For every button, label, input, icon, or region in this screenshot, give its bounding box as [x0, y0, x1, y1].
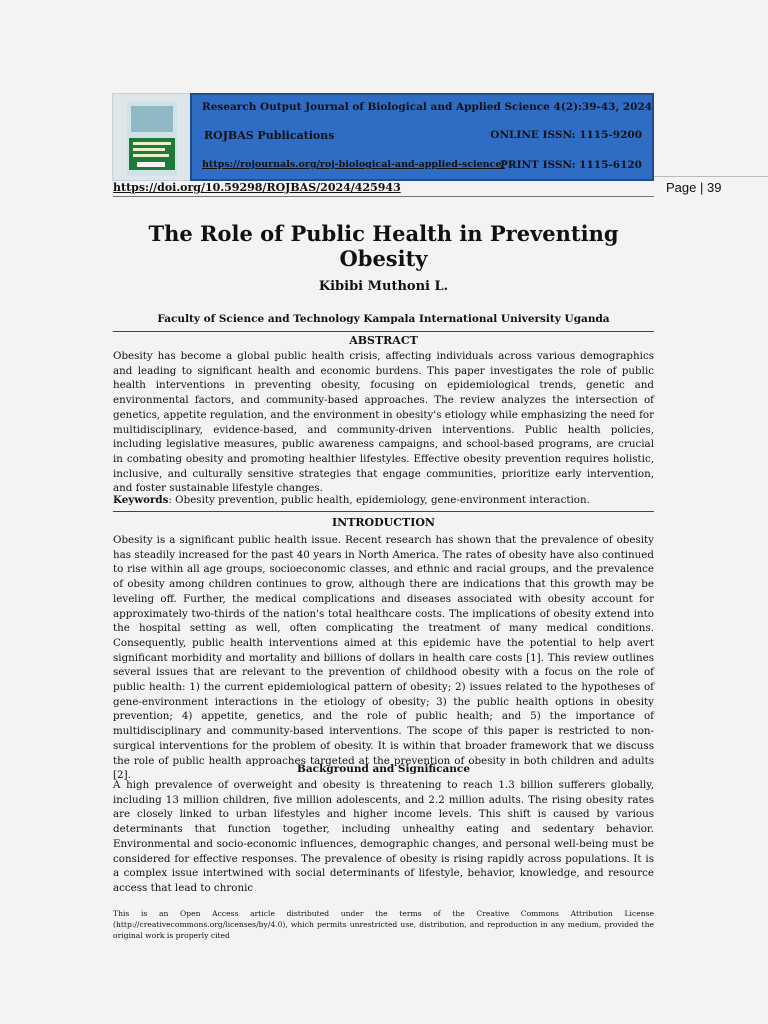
author-affiliation: Faculty of Science and Technology Kampala International University Uganda — [157, 313, 610, 325]
header-rule-right — [654, 176, 768, 177]
author-name: Kibibi Muthoni L. — [318, 279, 449, 294]
journal-url-link[interactable]: https://rojournals.org/roj-biological-and-applied-science/ — [202, 159, 505, 170]
abstract-top-rule — [113, 331, 654, 332]
journal-title: Research Output Journal of Biological and Applied Science 4(2):39-43, 2024 — [202, 101, 653, 113]
online-issn: ONLINE ISSN: 1115-9200 — [490, 129, 642, 141]
abstract-text: Obesity has become a global public health crisis, affecting individuals across various demographics and leading to significant health and economic burdens. This paper investigates the role of public health interventions in preventing obesity, focusing on epidemiological trends, genetic and environmental factors, and community-based approaches. The review analyzes the intersection of genetics, appetite regulation, and the environment in obesity's etiology while emphasizing the need for multidisciplinary, evidence-based, and community-driven interventions. Public health policies, including legislative measures, public awareness campaigns, and school-based programs, are crucial in combating obesity and promoting healthier lifestyles. Effective obesity prevention requires holistic, inclusive, and culturally sensitive strategies that engage communities, prioritize early intervention, and foster sustainable lifestyle changes. — [113, 350, 654, 495]
abstract-bottom-rule — [113, 511, 654, 512]
introduction-text: Obesity is a significant public health issue. Recent research has shown that the prevalence of obesity has steadily increased for the past 40 years in North America. The rates of obesity have also continued to rise within all age groups, socioeconomic classes, and ethnic and racial groups, and the prevalence of obesity among children continues to grow, although there are indications that this growth may be leveling off. Further, the medical complications and diseases associated with obesity account for approximately two-thirds of the nation's total healthcare costs. The implications of obesity extend into the hospital setting as well, often complicating the treatment of many medical conditions. Consequently, public health interventions aimed at this epidemic have the potential to help avert significant morbidity and mortality and billions of dollars in health care costs [1]. This review outlines several issues that are relevant to the prevention of childhood obesity with a focus on the role of public health: 1) the current epidemiological pattern of obesity; 2) issues related to the hypotheses of gene-environment interactions in the etiology of obesity; 3) the public health options in obesity prevention; 4) appetite, genetics, and the role of public health; and 5) the importance of multidisciplinary and community-based interventions. The scope of this paper is restricted to non-surgical interventions for the problem of obesity. It is within that broader framework that we discuss the role of public health approaches targeted at the prevention of obesity in both children and adults [2]. — [113, 534, 654, 782]
journal-banner — [112, 93, 654, 181]
abstract-heading: ABSTRACT — [349, 334, 418, 347]
doi-divider — [113, 196, 654, 197]
keywords-label: Keywords — [113, 494, 169, 506]
journal-info-box — [190, 93, 654, 181]
publisher-name: ROJBAS Publications — [204, 129, 335, 142]
background-heading: Background and Significance — [297, 763, 470, 775]
keywords-text: : Obesity prevention, public health, epidemiology, gene-environment interaction. — [168, 494, 590, 506]
journal-cover-image — [112, 93, 192, 181]
license-footer: This is an Open Access article distributed under the terms of the Creative Commons Attribution License (http://creativecommons.org/licenses/by/4.0), which permits unrestricted use, distribution, and reproduction in any medium, provided the original work is properly cited — [113, 909, 654, 940]
page-number: Page | 39 — [666, 180, 722, 195]
doi-link[interactable]: https://doi.org/10.59298/ROJBAS/2024/425943 — [113, 181, 401, 194]
background-text: A high prevalence of overweight and obesity is threatening to reach 1.3 billion sufferers globally, including 13 million children, five million adolescents, and 2.2 million adults. The rising obesity rates are closely linked to urban lifestyles and higher income levels. This shift is caused by various determinants that function together, including unhealthy eating and sedentary behavior. Environmental and socio-economic influences, demographic changes, and personal well-being must be considered for effective responses. The prevalence of obesity is rising rapidly across populations. It is a complex issue intertwined with social determinants of lifestyle, behavior, knowledge, and resource access that lead to chronic — [113, 779, 654, 894]
print-issn: PRINT ISSN: 1115-6120 — [499, 159, 642, 171]
article-title: The Role of Public Health in Preventing Obesity — [148, 221, 619, 271]
keywords-line — [113, 493, 654, 508]
introduction-heading: INTRODUCTION — [332, 516, 435, 529]
